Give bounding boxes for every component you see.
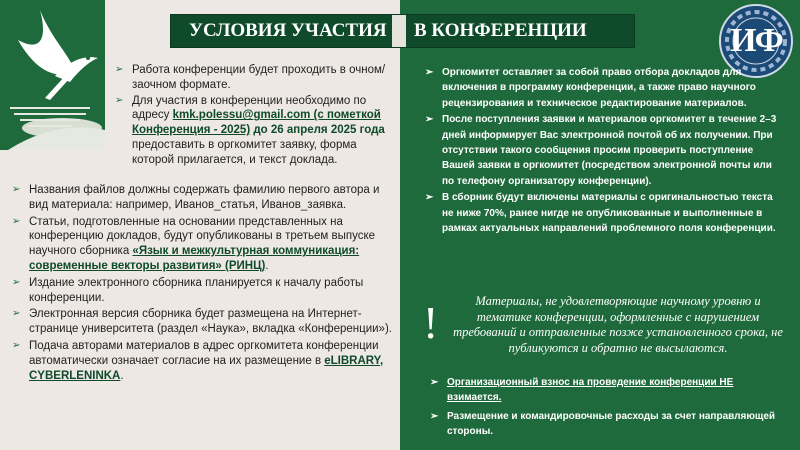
deadline-text: до 26 апреля 2025 года: [250, 124, 385, 137]
arrow-bullet-icon: ➢: [430, 377, 439, 388]
email-link[interactable]: kmk.polessu@gmail.com (с пометкой Конференция - 2025): [132, 109, 381, 137]
university-logo: [0, 0, 105, 150]
arrow-bullet-icon: ➢: [115, 94, 124, 106]
database-link[interactable]: eLIBRARY, CYBERLENINKA: [29, 354, 384, 382]
list-item: [12, 215, 392, 274]
list-item-text: предоставить в оргкомитет заявку, форма которой прилагается, и текст доклада.: [132, 138, 357, 166]
title-divider: [392, 15, 406, 47]
arrow-bullet-icon: ➢: [12, 308, 21, 320]
list-item: [430, 409, 790, 440]
stork-icon: [0, 0, 105, 150]
arrow-bullet-icon: ➢: [12, 184, 21, 195]
left-list: [12, 183, 392, 385]
list-item-text: .: [265, 259, 269, 272]
list-item-text: Оргкомитет оставляет за собой право отбора докладов для включения в программу конференции, а также право научного рецензирования и техническое редактирование материалов.: [442, 67, 756, 109]
list-item: [115, 63, 390, 93]
list-item: [12, 339, 392, 383]
arrow-bullet-icon: ➢: [425, 114, 434, 126]
list-item-text: Статьи, подготовленные на основании представленных на конференцию докладов, будут опубликованы в третьем выпуске научного сборника: [29, 215, 376, 258]
list-item: [425, 190, 785, 236]
journal-link[interactable]: «Язык и межкультурная коммуникация: современные векторы развития» (РИНЦ): [29, 245, 360, 272]
list-item: [12, 276, 392, 306]
arrow-bullet-icon: ➢: [425, 192, 434, 204]
list-item: [425, 65, 785, 111]
notice-text: Материалы, не удовлетворяющие научному уровню и тематике конференции, оформленные с нарушением требований и отправленные позже установленного срока, не публикуются и обратно не высылаются.: [453, 294, 783, 355]
exclamation-icon: !: [423, 297, 439, 348]
arrow-bullet-icon: ➢: [430, 410, 439, 422]
list-item: [12, 307, 392, 337]
emblem-text: ИФ: [730, 22, 782, 59]
list-item-text: .: [120, 369, 124, 382]
arrow-bullet-icon: ➢: [115, 64, 124, 75]
arrow-bullet-icon: ➢: [425, 67, 434, 78]
page-title: [170, 14, 635, 48]
list-item-text: Работа конференции будет проходить в очном/заочном формате.: [132, 64, 386, 91]
list-item-text: Издание электронного сборника планируется к началу работы конференции.: [29, 276, 364, 304]
list-item: [430, 375, 790, 406]
list-item-text: Размещение и командировочные расходы за счет направляющей стороны.: [447, 410, 776, 438]
list-item: [425, 112, 785, 189]
title-part-2: В КОНФЕРЕНЦИИ: [414, 20, 587, 41]
list-item-text: Организационный взнос на проведение конференции НЕ взимается.: [447, 377, 734, 404]
list-item: [115, 94, 390, 168]
list-item-text: Подача авторами материалов в адрес оргкомитета конференции автоматически означает согласие на их размещение в: [29, 339, 379, 367]
list-item-text: Электронная версия сборника будет размещена на Интернет-странице университета (раздел «Наука», вкладка «Конференции»).: [29, 308, 392, 336]
arrow-bullet-icon: ➢: [12, 339, 21, 351]
arrow-bullet-icon: ➢: [12, 276, 21, 288]
list-item: [12, 183, 392, 213]
intro-list: [115, 63, 390, 169]
list-item-text: В сборник будут включены материалы с оригинальностью текста не ниже 70%, ранее нигде не опубликованные и выполненные в рамках актуальных направлений проблемного поля конференции.: [442, 192, 776, 235]
list-item-text: Для участия в конференции необходимо по адресу: [132, 94, 367, 122]
list-item-text: После поступления заявки и материалов оргкомитет в течение 2–3 дней информирует Вас электронной почтой об их получении. При отсутствии такого сообщения просим проверить поступление Вашей заявки в оргкомитет (посредством электронной почты или по телефону организатору конференции).: [442, 114, 777, 187]
final-list: [430, 375, 790, 443]
list-item-text: Названия файлов должны содержать фамилию первого автора и вид материала: например, Иванов_статья, Иванов_заявка.: [29, 184, 380, 211]
right-list: [425, 65, 785, 237]
arrow-bullet-icon: ➢: [12, 215, 21, 227]
title-part-1: УСЛОВИЯ УЧАСТИЯ: [189, 20, 387, 41]
